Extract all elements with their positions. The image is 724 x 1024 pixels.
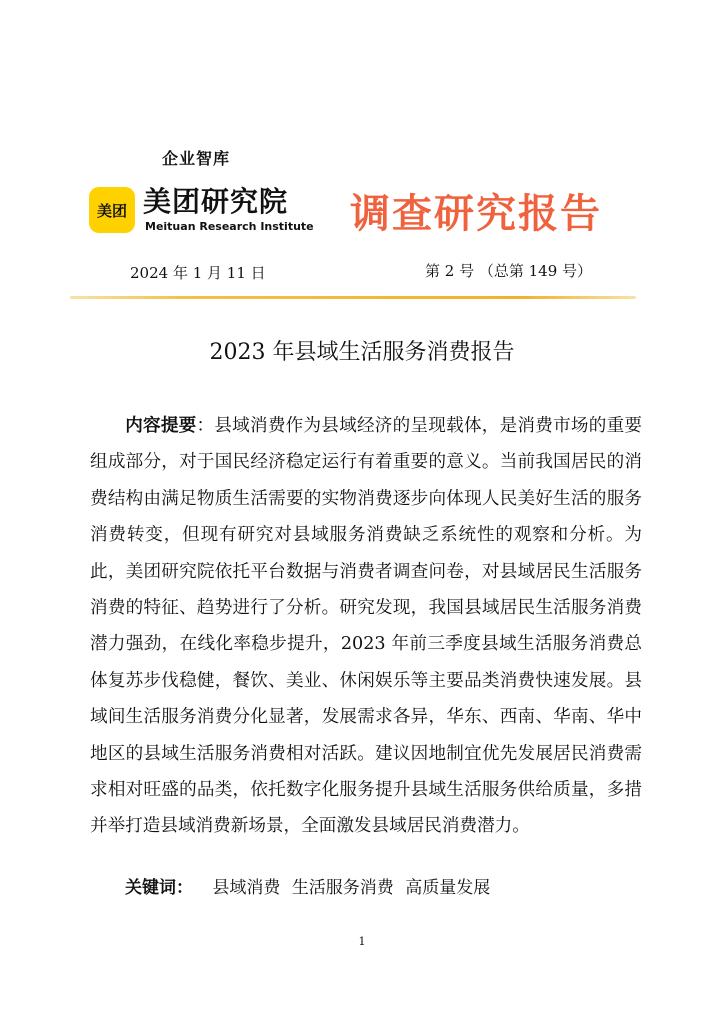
report-type-heading: 调查研究报告 xyxy=(350,191,602,237)
page-number: 1 xyxy=(358,935,366,948)
keywords-label: 关键词： xyxy=(125,878,193,898)
abstract-paragraph xyxy=(90,408,642,845)
logo-icon xyxy=(89,187,135,233)
abstract-label: 内容提要 xyxy=(125,416,197,436)
report-date: 2024 年 1 月 11 日 xyxy=(130,264,266,282)
logo-name-cn: 美团研究院 xyxy=(143,185,289,218)
logo-mark-text: 美团 xyxy=(96,201,127,220)
logo-name-en: Meituan Research Institute xyxy=(145,220,314,233)
keywords-line xyxy=(125,873,496,898)
abstract-text: ：县域消费作为县域经济的呈现载体，是消费市场的重要组成部分，对于国民经济稳定运行有着重要的意义。当前我国居民的消费结构由满足物质生活需要的实物消费逐步向体现人民美好生活的服务消费转变，但现有研究对县域服务消费缺乏系统性的观察和分析。为此，美团研究院依托平台数据与消费者调查问卷，对县域居民生活服务消费的特征、趋势进行了分析。研究发现，我国县域居民生活服务消费潜力强劲，在线化率稳步提升，2023 年前三季度县域生活服务消费总体复苏步伐稳健，餐饮、美业、休闲娱乐等主要品类消费快速发展。县域间生活服务消费分化显著，发展需求各异，华东、西南、华南、华中地区的县域生活服务消费相对活跃。建议因地制宜优先发展居民消费需求相对旺盛的品类，依托数字化服务提升县域生活服务供给质量，多措并举打造县域消费新场景，全面激发县域居民消费潜力。 xyxy=(90,416,642,837)
think-tank-label: 企业智库 xyxy=(162,149,231,168)
issue-number: 第 2 号 （总第 149 号） xyxy=(425,262,593,280)
keyword-item: 高质量发展 xyxy=(405,878,491,898)
document-title: 2023 年县域生活服务消费报告 xyxy=(209,340,515,365)
keyword-item: 县域消费 xyxy=(212,878,281,898)
keyword-item: 生活服务消费 xyxy=(291,878,394,898)
header-divider xyxy=(70,296,636,299)
